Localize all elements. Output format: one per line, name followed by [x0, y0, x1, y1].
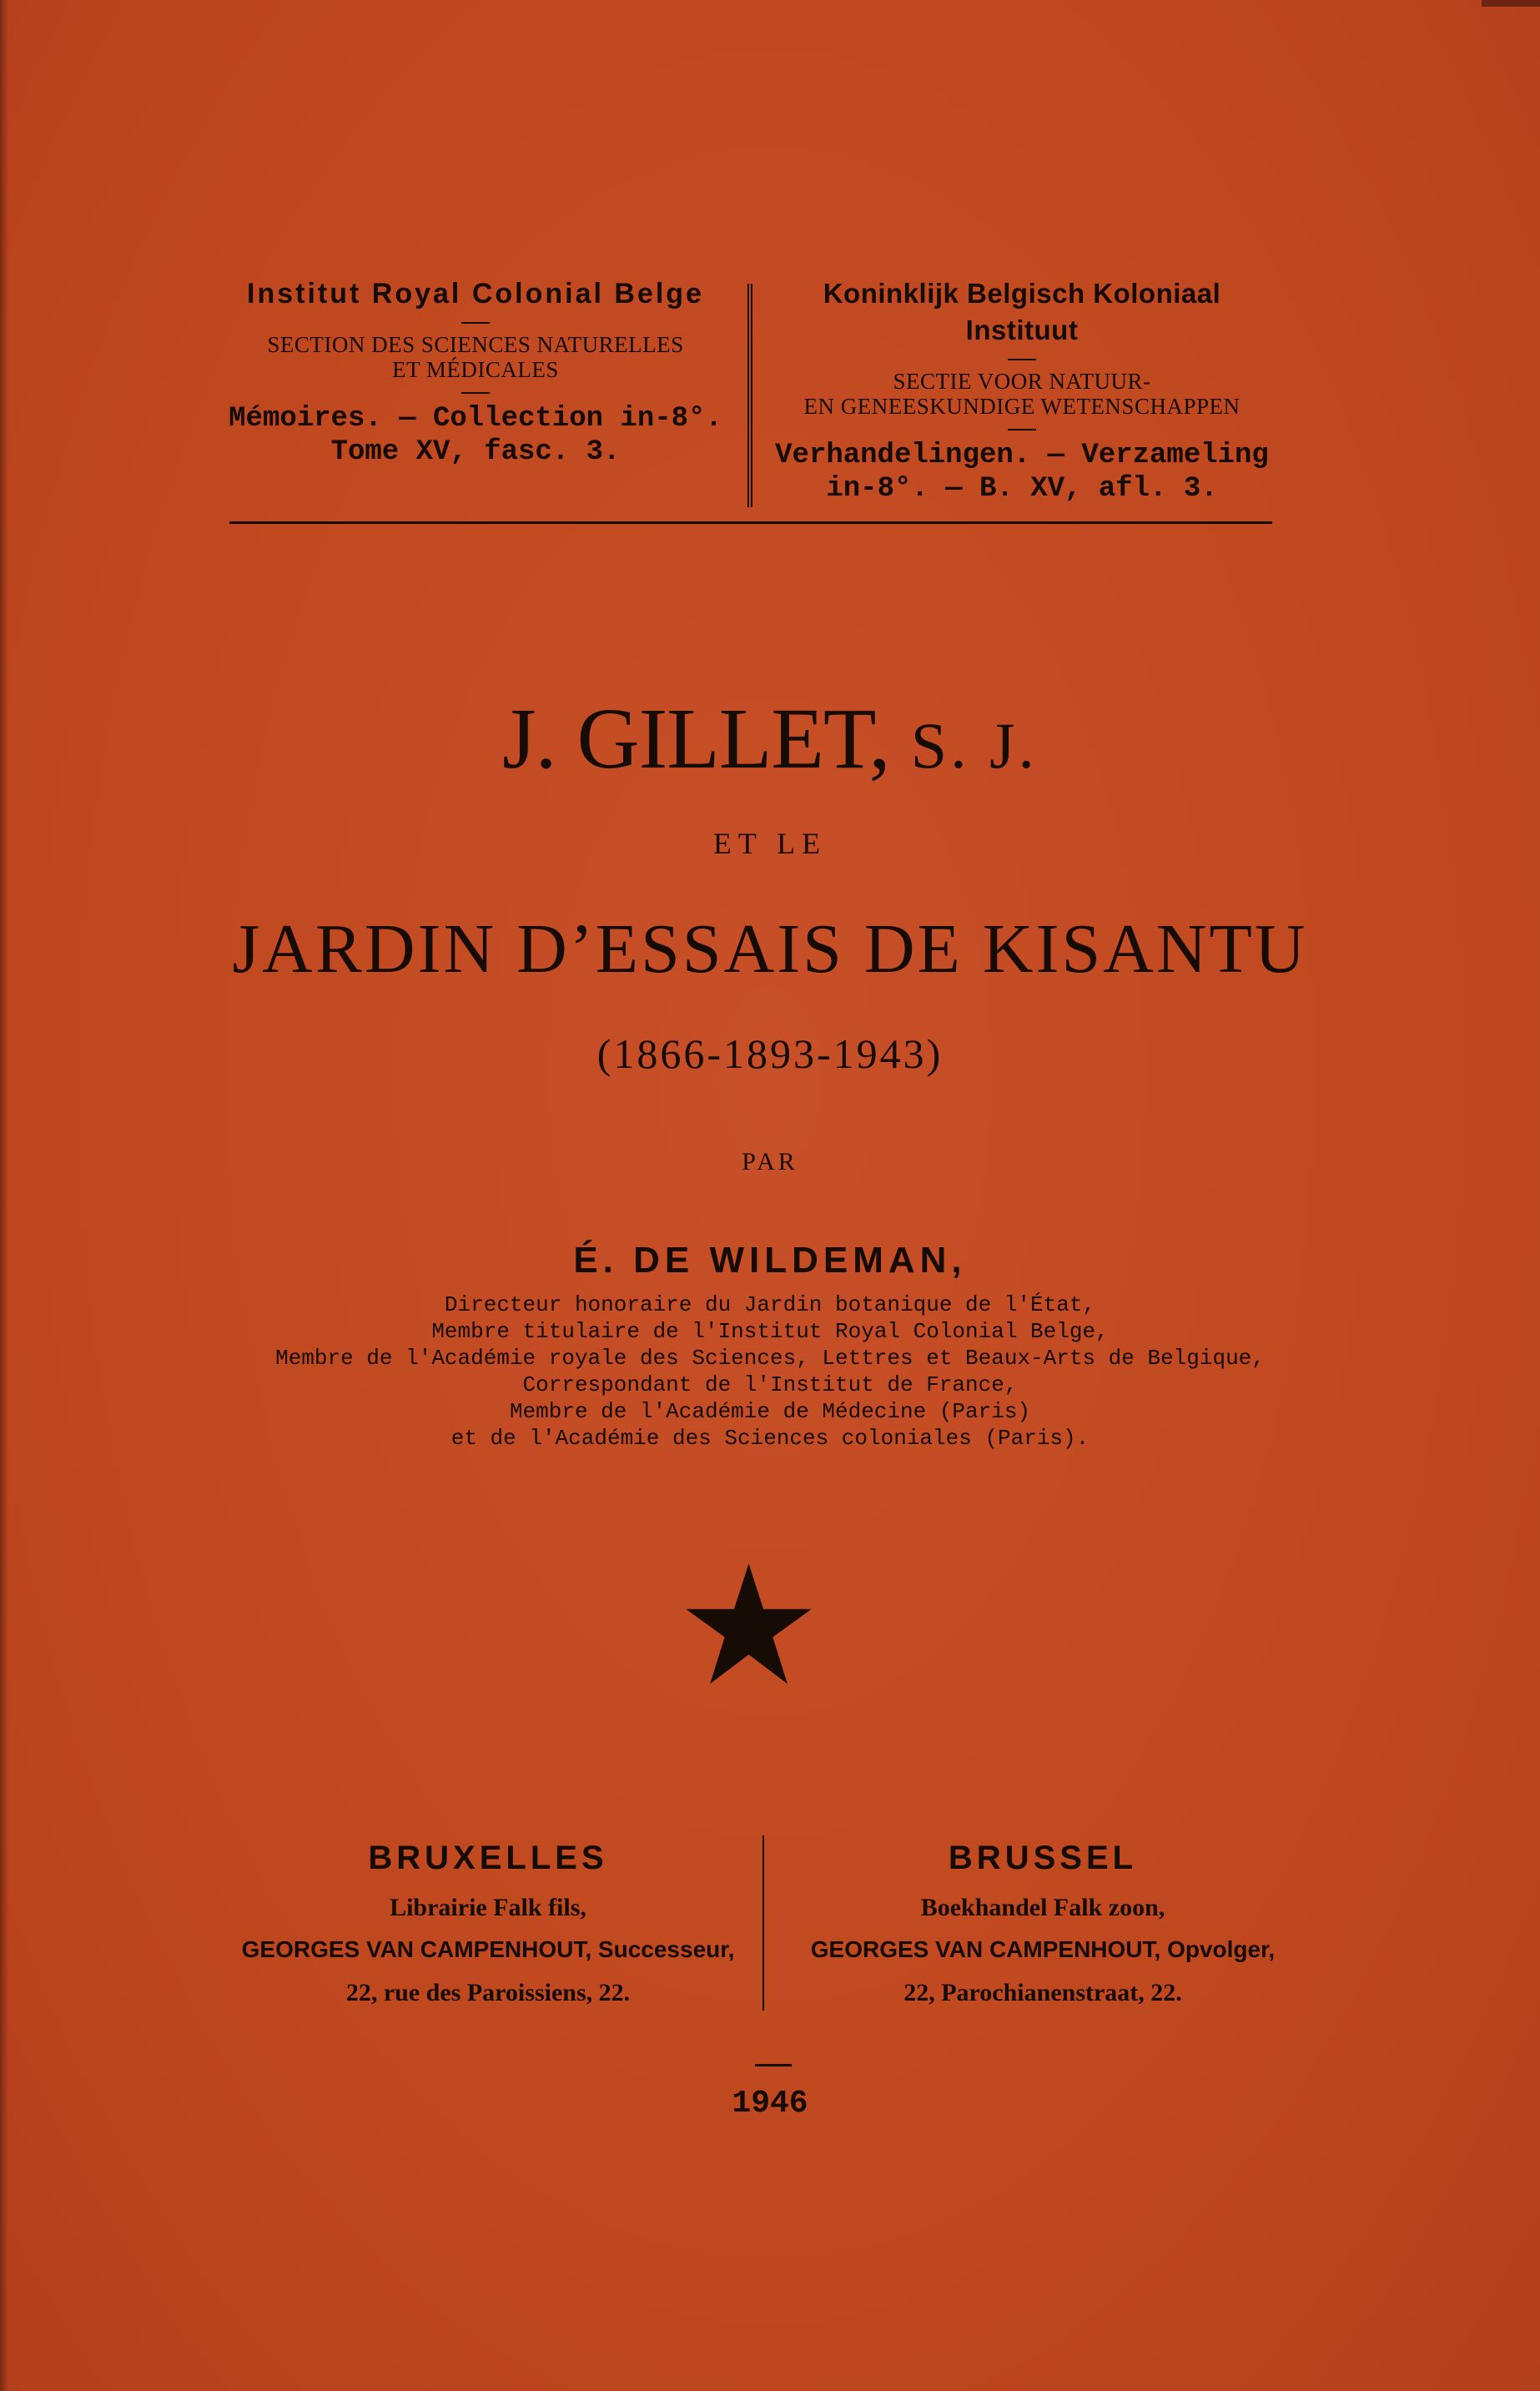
title-connector: ET LE — [712, 827, 828, 860]
header-dash — [461, 322, 490, 324]
header-dash — [1008, 429, 1036, 430]
section-name-fr-line2: ET MÉDICALES — [392, 357, 559, 382]
scan-edge-mark — [1482, 0, 1540, 7]
publisher-owner-nl: GEORGES VAN CAMPENHOUT, Opvolger, — [810, 1936, 1276, 1962]
series-nl-line2: in-8°. — B. XV, afl. 3. — [826, 473, 1218, 505]
publisher-right-column — [780, 1835, 1306, 2009]
series-fr-line2: Tome XV, fasc. 3. — [330, 436, 621, 468]
page-edge-shadow — [0, 0, 8, 2391]
publisher-address-fr: 22, rue des Paroissiens, 22. — [345, 1979, 631, 2006]
publisher-city-nl: BRUSSEL — [948, 1840, 1138, 1876]
publisher-address-nl: 22, Parochianenstraat, 22. — [903, 1979, 1182, 2006]
publisher-left-column — [225, 1835, 751, 2009]
publisher-bookshop-fr: Librairie Falk fils, — [390, 1894, 586, 1921]
institute-name-fr: Institut Royal Colonial Belge — [247, 278, 704, 310]
publisher-city-fr: BRUXELLES — [368, 1840, 608, 1876]
publication-year: 1946 — [732, 2086, 808, 2122]
title-person-name: J. GILLET, — [502, 691, 890, 787]
header-rule — [229, 521, 1272, 524]
title-dates: (1866-1893-1943) — [596, 1030, 944, 1077]
author-title-line: Correspondant de l'Institut de France, — [522, 1372, 1018, 1397]
header-left-column — [209, 275, 742, 469]
section-name-nl-line1: SECTIE VOOR NATUUR- — [893, 369, 1151, 394]
author-title-line: Directeur honoraire du Jardin botanique de l'État, — [444, 1292, 1096, 1317]
author-title-line: et de l'Académie des Sciences coloniales (Paris). — [450, 1426, 1090, 1451]
section-name-nl-line2: EN GENEESKUNDIGE WETENSCHAPPEN — [803, 394, 1241, 419]
byline-par: PAR — [742, 1148, 798, 1175]
year-dash — [755, 2064, 792, 2066]
star-icon — [680, 1558, 818, 1692]
publisher-bookshop-nl: Boekhandel Falk zoon, — [920, 1894, 1165, 1921]
series-fr-line1: Mémoires. — Collection in-8°. — [229, 403, 722, 435]
institute-name-nl: Koninklijk Belgisch Koloniaal Instituut — [823, 278, 1221, 345]
section-name-fr-line1: SECTION DES SCIENCES NATURELLES — [267, 332, 684, 357]
series-nl-line1: Verhandelingen. — Verzameling — [775, 440, 1269, 471]
author-title-line: Membre titulaire de l'Institut Royal Colonial Belge, — [431, 1319, 1109, 1344]
header-double-divider — [747, 284, 752, 507]
publisher-divider — [762, 1835, 764, 2011]
header-dash — [461, 392, 490, 394]
author-name: É. DE WILDEMAN, — [573, 1240, 967, 1281]
author-title-line: Membre de l'Académie royale des Sciences, Lettres et Beaux-Arts de Belgique, — [275, 1346, 1265, 1371]
title-person — [0, 689, 1540, 796]
header-right-column — [763, 275, 1281, 506]
title-person-suffix: S. J. — [910, 709, 1038, 782]
author-title-line: Membre de l'Académie de Médecine (Paris) — [509, 1399, 1031, 1424]
publisher-owner-fr: GEORGES VAN CAMPENHOUT, Successeur, — [241, 1936, 735, 1962]
title-subject: JARDIN D’ESSAIS DE KISANTU — [232, 910, 1308, 988]
author-titles — [0, 1291, 1540, 1452]
header-dash — [1008, 359, 1036, 360]
